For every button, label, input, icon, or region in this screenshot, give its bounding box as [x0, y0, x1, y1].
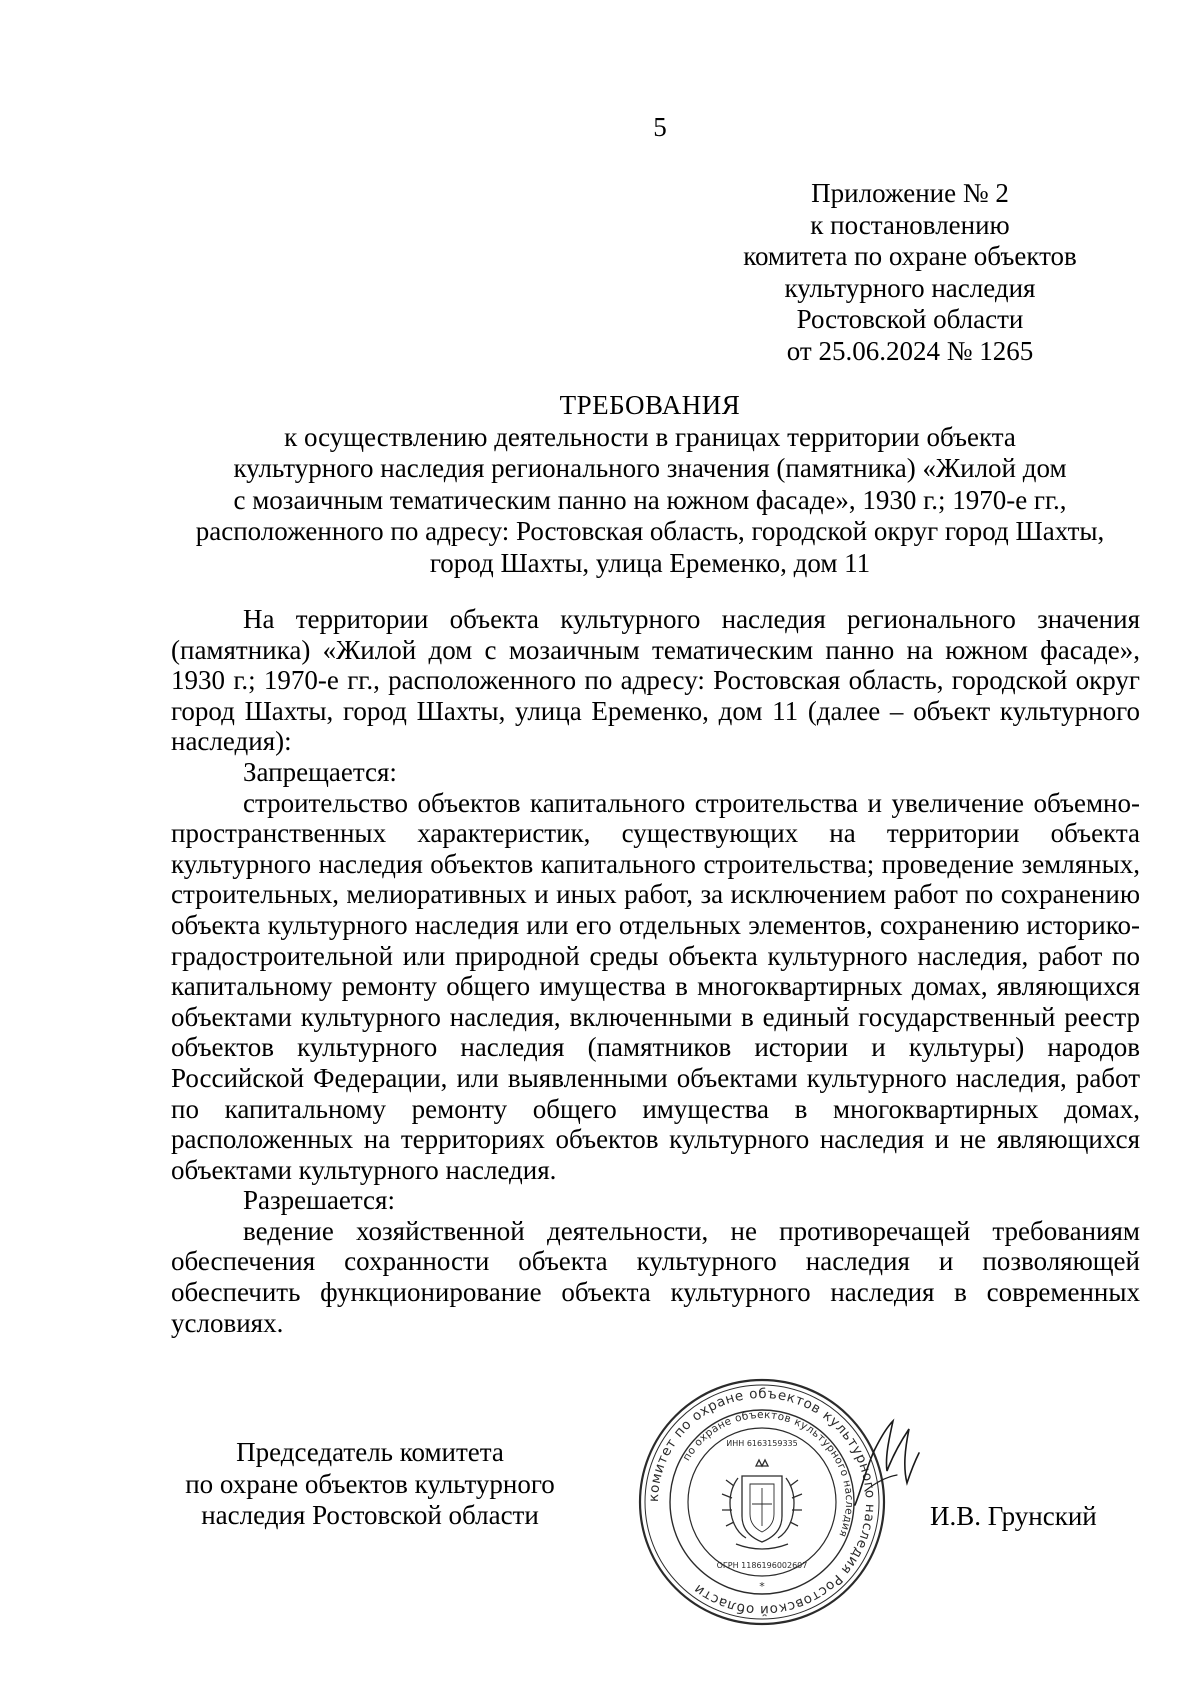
annex-line: Приложение № 2 — [811, 178, 1009, 208]
title-line: город Шахты, улица Еременко, дом 11 — [429, 547, 871, 578]
stamp-star-icon: * — [759, 1580, 765, 1593]
handwritten-signature — [845, 1405, 925, 1525]
intro-paragraph: На территории объекта культурного наследия регионального значения (памятника) «Жилой дом с мозаичным тематическим панно на южном фасаде», 1930 г.; 1970-е гг., расположенного по адресу: Ростовская область, городской округ город Шахты, город Шахты, улица Еременко, дом 11 (далее – объект культурного наследия): — [171, 604, 1140, 757]
document-title-block — [150, 390, 1150, 579]
allowed-label: Разрешается: — [243, 1185, 395, 1216]
signatory-position-line: наследия Ростовской области — [201, 1500, 539, 1530]
coat-of-arms-icon — [722, 1460, 802, 1549]
annex-block — [730, 178, 1090, 367]
signatory-position-line: по охране объектов культурного — [185, 1468, 555, 1499]
annex-line: комитета по охране объектов — [743, 241, 1077, 271]
stamp-inner-text: по охране объектов культурного наследия — [680, 1408, 856, 1539]
annex-line: к постановлению — [810, 209, 1010, 240]
signatory-name: И.В. Грунский — [930, 1501, 1097, 1531]
allowed-paragraph: ведение хозяйственной деятельности, не противоречащей требованиям обеспечения сохранности объекта культурного наследия и позволяющей обеспечить функционирование объекта культурного наследия в современных условиях. — [171, 1215, 1140, 1338]
signatory-position — [160, 1437, 580, 1532]
stamp-ogrn: ОГРН 1186196002607 — [716, 1561, 808, 1570]
title-line: с мозаичным тематическим панно на южном фасаде», 1930 г.; 1970-е гг., — [233, 484, 1067, 515]
prohibited-label: Запрещается: — [243, 756, 397, 787]
annex-line: культурного наследия — [784, 272, 1036, 303]
title-line: культурного наследия регионального значения (памятника) «Жилой дом — [233, 453, 1067, 483]
document-title: ТРЕБОВАНИЯ — [559, 390, 741, 420]
prohibited-paragraph: строительство объектов капитального строительства и увеличение объемно-пространственных характеристик, существующих на территории объекта культурного наследия объектов капитального строительства; проведение земляных, строительных, мелиоративных и иных работ, за исключением работ по сохранению объекта культурного наследия или его отдельных элементов, сохранению историко-градостроительной или природной среды объекта культурного наследия, работ по капитальному ремонту общего имущества в многоквартирных домах, являющихся объектами культурного наследия, включенными в единый государственный реестр объектов культурного наследия (памятников истории и культуры) народов Российской Федерации, или выявленными объектами культурного наследия, работ по капитальному ремонту общего имущества в многоквартирных домах, расположенных на территориях объектов культурного наследия и не являющихся объектами культурного наследия. — [171, 787, 1140, 1185]
document-body — [171, 604, 1140, 1338]
annex-line: от 25.06.2024 № 1265 — [786, 335, 1034, 366]
title-line: расположенного по адресу: Ростовская область, городской округ город Шахты, — [195, 516, 1105, 546]
stamp-inn: ИНН 6163159335 — [726, 1439, 798, 1448]
stamp-outer-text: комитет по охране объектов культурного наследия Ростовской области — [645, 1385, 879, 1619]
annex-line: Ростовской области — [796, 304, 1024, 334]
title-line: к осуществлению деятельности в границах территории объекта — [284, 421, 1016, 452]
signatory-position-line: Председатель комитета — [236, 1437, 504, 1467]
page-number: 5 — [653, 112, 667, 142]
